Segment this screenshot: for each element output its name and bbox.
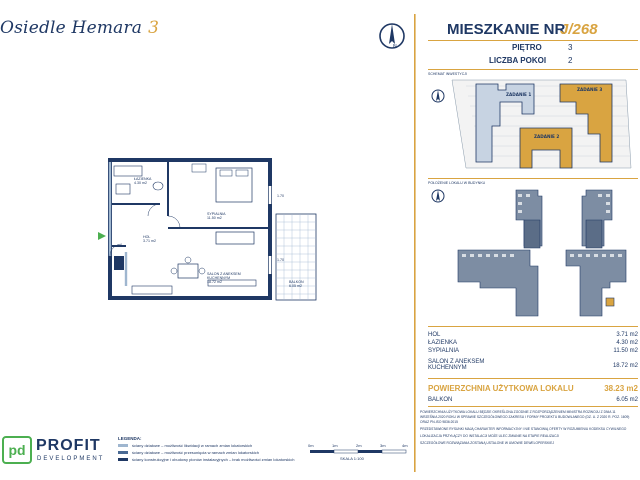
area-value: 3.71 m2: [616, 332, 638, 338]
apartment-marker: [606, 298, 614, 306]
area-label: ŁAZIENKA: [428, 340, 458, 346]
room-area: 18.72 m2: [207, 280, 222, 284]
company-mark: pd: [2, 436, 32, 464]
svg-text:N: N: [393, 44, 397, 50]
company-subtitle: DEVELOPMENT: [37, 456, 105, 462]
footnote: ORAZ PN-ISO 9836:2015: [420, 420, 458, 424]
divider: [428, 406, 638, 407]
scale-caption: SKALA 1:100: [340, 456, 364, 461]
legend-title: LEGENDA:: [118, 436, 142, 441]
floor-value: 3: [568, 43, 573, 52]
area-label: HOL: [428, 332, 441, 338]
footnote: POWIERZCHNIA UŻYTKOWA LOKALU BĘDZIE OKREŚLONA ZGODNIE Z ROZPORZĄDZENIEM MINISTRA ROZWOJU Z DNIA 11: [420, 410, 616, 414]
legend-item: [118, 457, 295, 462]
area-label: SYPIALNIA: [428, 348, 460, 354]
rooms-label: LICZBA POKOI: [489, 56, 547, 65]
brand-number: 3: [148, 18, 160, 38]
scale-tick: 4m: [402, 443, 408, 448]
balcony-value: 6.05 m2: [616, 397, 638, 403]
north-arrow-icon: [436, 190, 440, 201]
site-plan-caption: SCHEMAT INWESTYCJI: [428, 72, 467, 76]
footnote: LOKALIZACJA PRZYŁĄCZY DO INSTALACJI MOŻE ULEC ZMIANIE NA ETAPIE REALIZACJI: [420, 434, 560, 438]
area-value: 4.30 m2: [616, 340, 638, 346]
legend-item: [118, 450, 259, 455]
divider: [428, 378, 638, 379]
scale-tick: 0m: [308, 443, 314, 448]
footnote: WRZEŚNIA 2020 ROKU W SPRAWIE SZCZEGÓŁOWEGO ZAKRESU I FORMY PROJEKTU BUDOWLANEGO (DZ. U. Z 2020 R. POZ. 1609): [420, 415, 630, 419]
divider: [428, 40, 638, 41]
entrance-arrow-icon: [98, 232, 106, 240]
north-arrow-icon: [436, 90, 440, 101]
room-name: BALKON: [289, 280, 304, 284]
room-label: [289, 280, 317, 288]
legend-text: ściany działowe – możliwość przesunięcia w ramach zmian lokatorskich: [132, 450, 259, 455]
room-label: [207, 212, 226, 220]
room-name: HOL: [143, 235, 151, 239]
legend-item: [118, 443, 252, 448]
apartment-label: MIESZKANIE NR: [447, 21, 566, 38]
divider: [428, 69, 638, 70]
room-name: SALON Z ANEKSEM KUCHENNYM: [207, 272, 241, 280]
company-name: PROFIT: [36, 437, 101, 454]
legend-swatch: [118, 458, 128, 461]
legend-text: ściany konstrukcyjne i obudowy pionów instalacyjnych – brak możliwości zmian lokatorskich: [132, 457, 295, 462]
brand-name: Osiedle Hemara: [0, 18, 143, 38]
area-label: SALON Z ANEKSEM KUCHENNYM: [428, 359, 485, 371]
floor-location-map: [426, 186, 638, 321]
total-area-row: [428, 384, 638, 393]
scale-tick: 3m: [380, 443, 386, 448]
area-value: 11.50 m2: [613, 348, 638, 354]
footnote: PRZEDSTAWIONE RYSUNKI MAJĄ CHARAKTER INFORMACYJNY I NIE STANOWIĄ OFERTY W ROZUMIENIU KODEKSU CYWILNEGO: [420, 427, 627, 431]
room-area: 11.50 m2: [207, 216, 222, 220]
floor-label: PIĘTRO: [512, 43, 542, 52]
total-area-value: 38.23 m2: [604, 384, 638, 393]
floor-location-caption: POŁOŻENIE LOKALU W BUDYNKU: [428, 181, 486, 185]
apartment-number: J/268: [560, 21, 598, 38]
scale-tick: 2m: [356, 443, 362, 448]
north-compass-icon: [378, 22, 406, 50]
room-area: 6.05 m2: [289, 284, 302, 288]
room-label: [134, 177, 151, 185]
room-name: ŁAZIENKA: [134, 177, 152, 181]
total-area-label: POWIERZCHNIA UŻYTKOWA LOKALU: [428, 384, 574, 393]
dimension-label: 1.70: [277, 258, 284, 262]
room-area: 3.71 m2: [143, 239, 156, 243]
balcony-label: BALKON: [428, 397, 453, 403]
divider: [414, 14, 416, 472]
site-label: ZADANIE 3: [577, 87, 603, 92]
room-label: [207, 272, 247, 284]
dimension-label: 1.70: [117, 265, 124, 269]
legend-swatch: [118, 444, 128, 447]
site-plan-map: [426, 76, 638, 174]
room-name: SYPIALNIA: [207, 212, 226, 216]
room-label: [143, 235, 156, 243]
brand-title: [0, 18, 159, 38]
rooms-value: 2: [568, 56, 573, 65]
site-label: ZADANIE 2: [534, 134, 560, 139]
footnote: SZCZEGÓŁOWE ROZWIĄZANIA ZOSTANĄ USTALONE W UMOWIE DEWELOPERSKIEJ: [420, 441, 554, 445]
area-value: 18.72 m2: [612, 363, 638, 369]
room-area: 4.30 m2: [134, 181, 147, 185]
floor-plan: [96, 156, 324, 312]
scale-tick: 1m: [332, 443, 338, 448]
site-label: ZADANIE 1: [506, 92, 532, 97]
legend-text: ściany działowe – możliwość likwidacji w ramach zmian lokatorskich: [132, 443, 253, 448]
divider: [428, 178, 638, 179]
legend-swatch: [118, 451, 128, 454]
dimension-label: 1.70: [277, 194, 284, 198]
divider: [428, 326, 638, 327]
